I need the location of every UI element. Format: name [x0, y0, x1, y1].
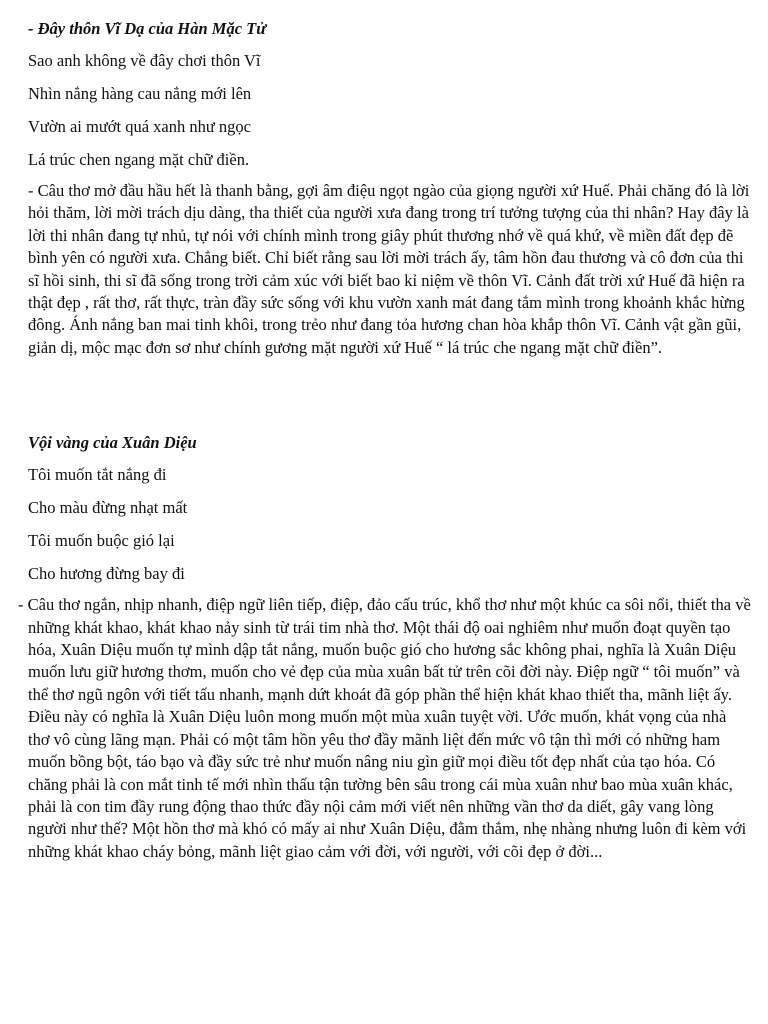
verse-line: Tôi muốn buộc gió lại: [28, 531, 175, 551]
section-gap: [28, 359, 750, 432]
verse-line: Cho màu đừng nhạt mất: [28, 498, 188, 518]
analysis-paragraph: - Câu thơ ngắn, nhịp nhanh, điệp ngữ liên tiếp, điệp, đảo cấu trúc, khổ thơ như một khúc ca sôi nổi, thiết tha về những khát khao, khát khao nảy sinh từ trái tim nhà thơ. Một thái độ oai nghiêm như muốn đoạt quyền tạo hóa, Xuân Diệu muốn tự mình dập tắt nắng, muốn buộc gió cho hương sắc không phai, nghĩa là Xuân Diệu muốn lưu giữ hương thơm, muốn cho vẻ đẹp của mùa xuân bất tử trên cõi đời này. Điệp ngữ “ tôi muốn” và thể thơ ngũ ngôn với tiết tấu nhanh, mạnh dứt khoát đã góp phần thể hiện khát khao thiết tha, mãnh liệt ấy. Điều này có nghĩa là Xuân Diệu luôn mong muốn một mùa xuân tuyệt vời. Ước muốn, khát vọng của nhà thơ vô cùng lãng mạn. Phải có một tâm hồn yêu thơ đầy mãnh liệt đến mức vô tận thì mới có những ham muốn bồng bột, táo bạo và đầy sức trẻ như muốn nâng niu gìn giữ mọi điều tốt đẹp nhất của tạo hóa. Có chăng phải là con mắt tinh tế mới nhìn thấu tận tường bên sâu trong cái mùa xuân như bao mùa xuân khác, phải là con tim đầy rung động thao thức đầy nội cảm mới viết nên những vần thơ da diết, gây vang lòng người như thế? Một hồn thơ mà khó có mấy ai như Xuân Diệu, đằm thắm, nhẹ nhàng nhưng luôn đi kèm với những khát khao cháy bỏng, mãnh liệt giao cảm với đời, với người, với cõi đẹp ở đời...: [18, 595, 751, 861]
section-voi-vang: [18, 432, 751, 863]
section-thon-vi-da: [28, 18, 750, 359]
verse-line: Lá trúc chen ngang mặt chữ điền.: [28, 150, 250, 169]
verse-line: Cho hương đừng bay đi: [28, 564, 185, 584]
verse-line: Tôi muốn tắt nắng đi: [28, 465, 167, 485]
section-heading: - Đây thôn Vĩ Dạ của Hàn Mặc Tử: [28, 19, 267, 38]
analysis-paragraph: - Câu thơ mở đầu hầu hết là thanh bằng, gợi âm điệu ngọt ngào của giọng người xứ Huế. Phải chăng đó là lời hỏi thăm, lời mời trách dịu dàng, tha thiết của người xưa đang trong trí tưởng tượng của thi nhân? Hay đây là lời thi nhân đang tự nhủ, tự nói với chính mình trong giây phút thương nhớ về quá khứ, về miền đất đẹp đẽ bình yên có người xưa. Chẳng biết. Chỉ biết rằng sau lời mời trách ấy, tâm hồn đau thương và cô đơn của thi sĩ hồi sinh, thi sĩ đã sống trong trời cảm xúc với biết bao kỉ niệm về thôn Vĩ. Cảnh đất trời xứ Huế đã hiện ra thật đẹp , rất thơ, rất thực, tràn đầy sức sống với khu vườn xanh mát đang tắm mình trong khoảnh khắc hừng đông. Ánh nắng ban mai tinh khôi, trong trẻo như đang tỏa hương chan hòa khắp thôn Vĩ. Cảnh vật gần gũi, giản dị, mộc mạc đơn sơ như chính gương mặt người xứ Huế “ lá trúc che ngang mặt chữ điền”.: [28, 181, 750, 357]
verse-line: Nhìn nắng hàng cau nắng mới lên: [28, 84, 252, 103]
verse-line: Sao anh không về đây chơi thôn Vĩ: [28, 51, 261, 70]
section-heading: Vội vàng của Xuân Diệu: [28, 433, 197, 453]
verse-line: Vườn ai mướt quá xanh như ngọc: [28, 117, 251, 136]
